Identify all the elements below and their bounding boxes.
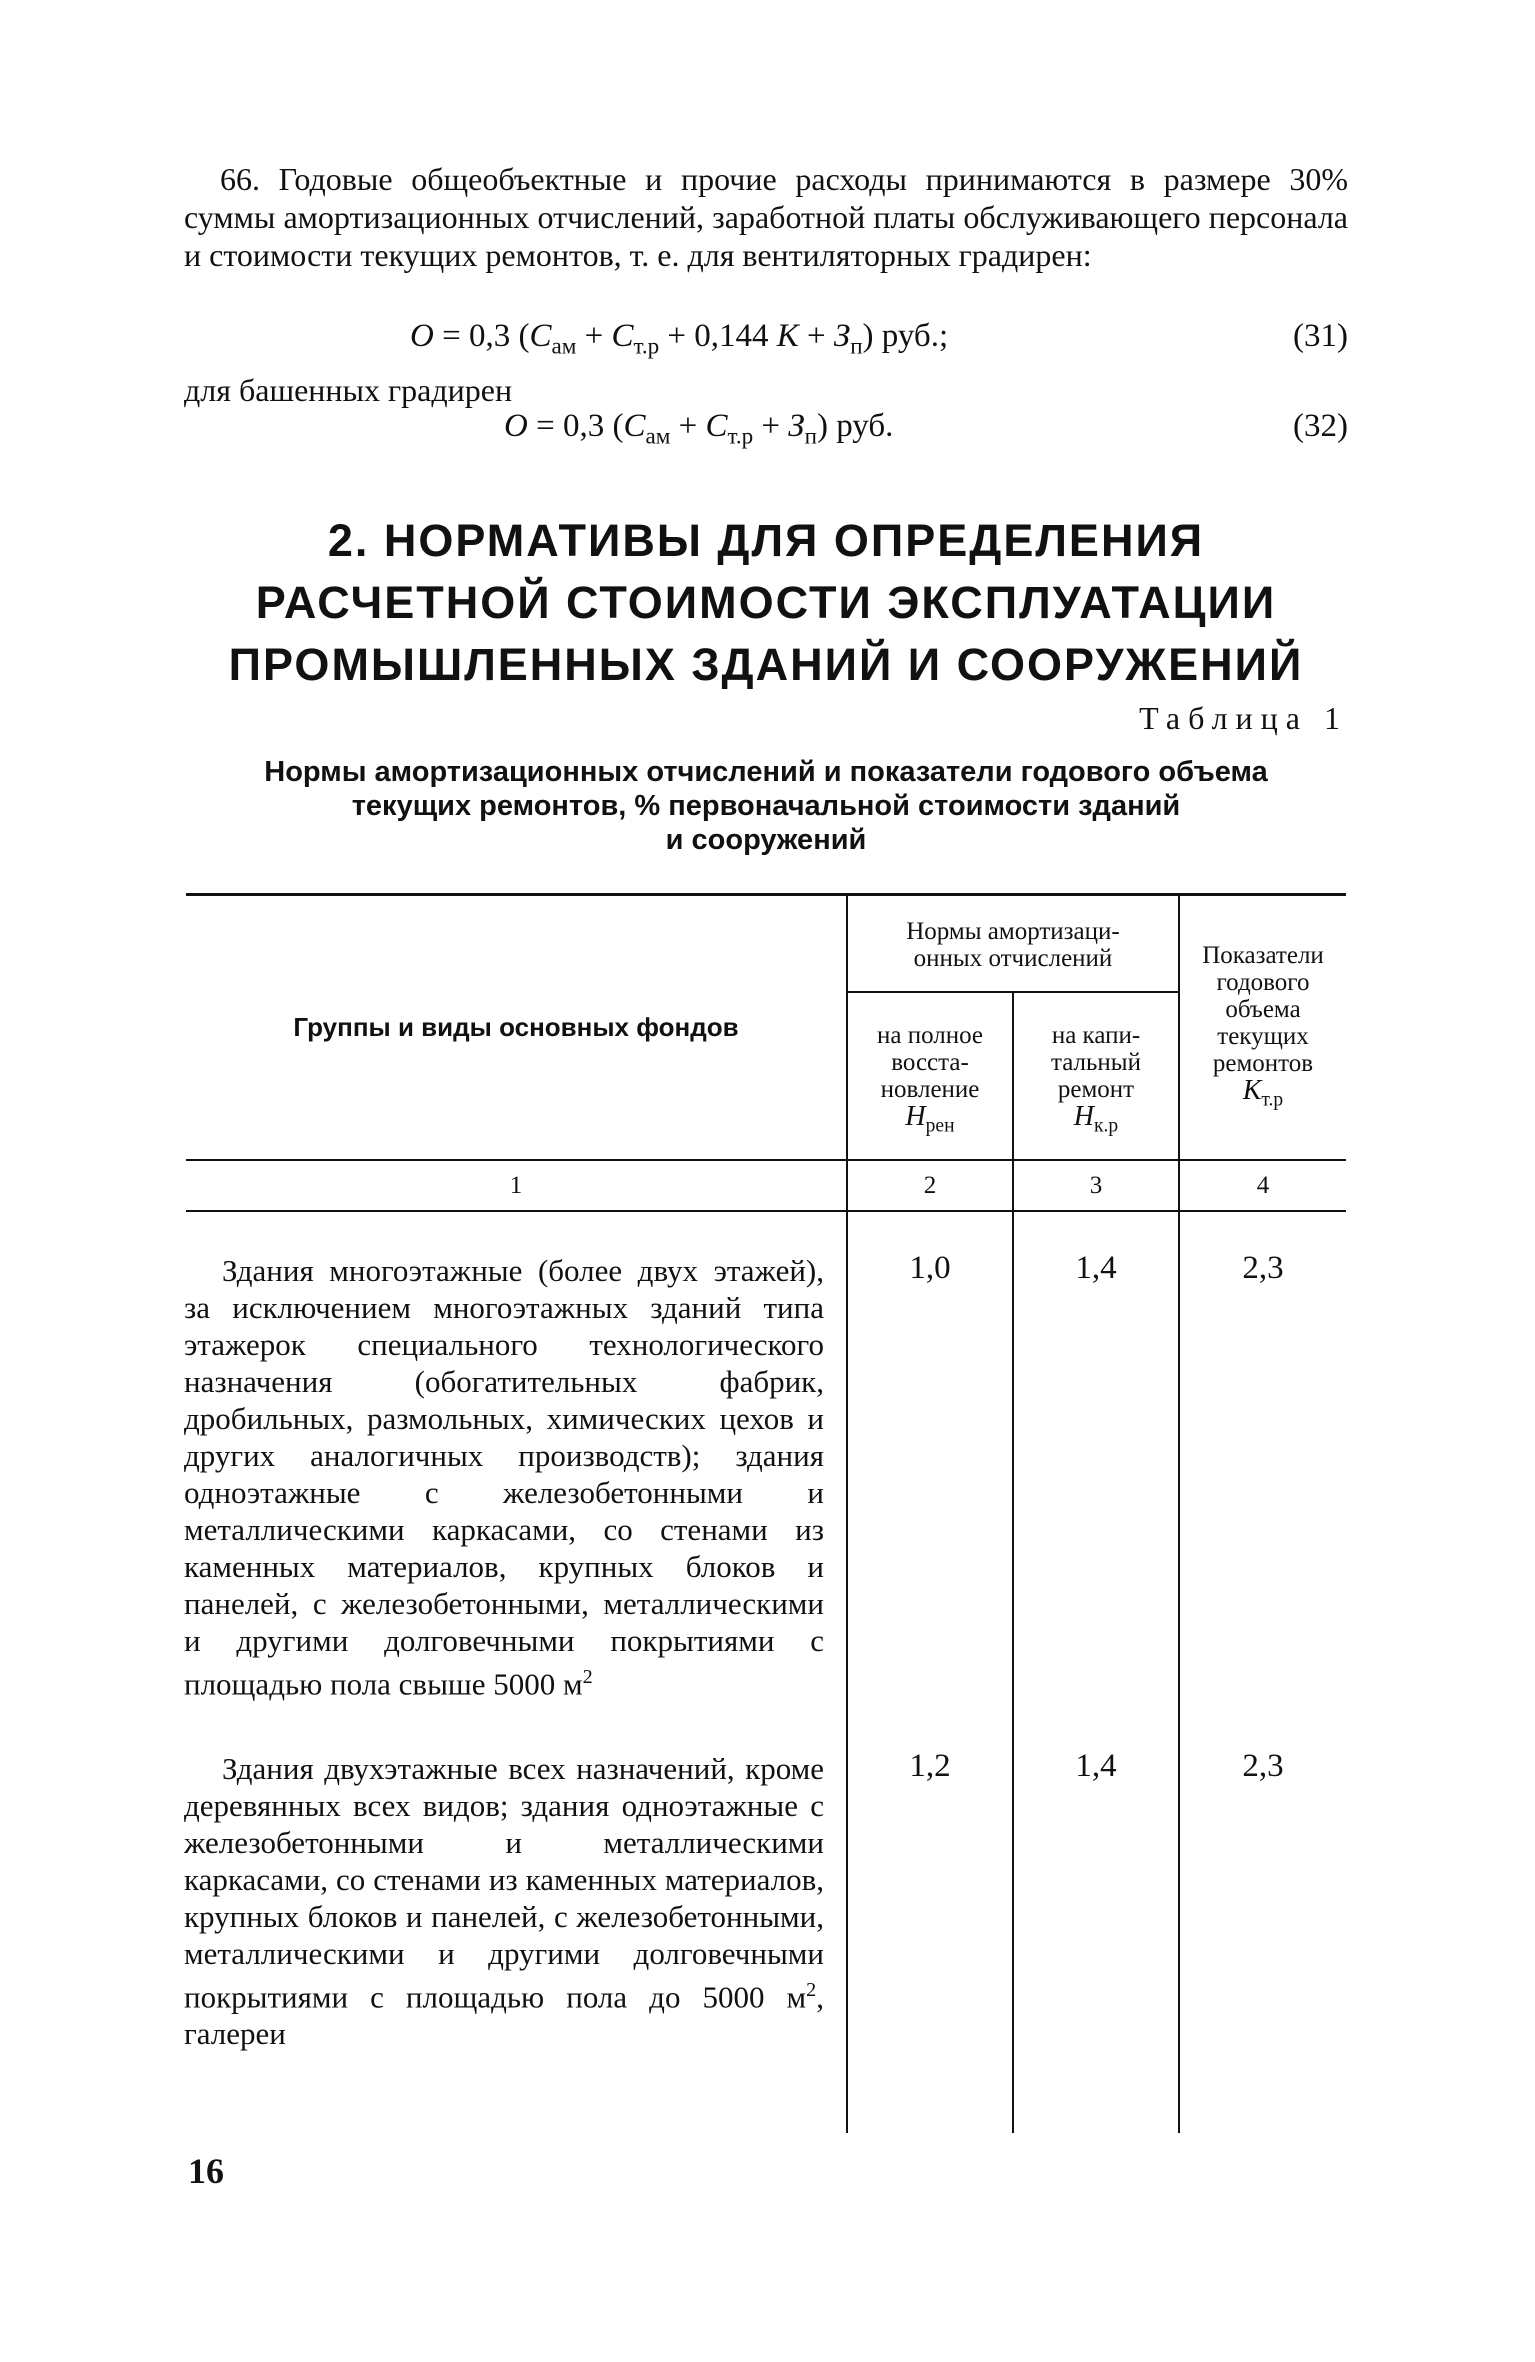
section-title-line-2: РАСЧЕТНОЙ СТОИМОСТИ ЭКСПЛУАТАЦИИ — [255, 577, 1277, 628]
page-number: 16 — [188, 2151, 224, 2191]
table-row-2-renewal: 1,2 — [909, 1748, 951, 1784]
section-title — [184, 510, 1348, 696]
equation-32-formula: О = 0,3 $(С_{ам} + С_{т.р} + З_п)$ руб. — [504, 408, 894, 449]
table-row-2-current: 2,3 — [1242, 1748, 1284, 1784]
table-row-1-text: Здания многоэтажные (более двух этажей), за исключением многоэтажных зданий типа этажерок специального технологического назначения (обогатительных фабрик, дробильных, размольных, химических цехов и других аналогичных производств); здания одноэтажные с железобетонными и металлическими каркасами, со стенами из каменных материалов, крупных блоков и панелей, с железобетонными, металлическими и другими долговечными покрытиями с площадью пола свыше 5000 $м^2$ — [184, 1253, 824, 1702]
table-row-1-renewal: 1,0 — [909, 1250, 951, 1286]
table-row-2-capital: 1,4 — [1075, 1748, 1117, 1784]
table-top-rule — [186, 893, 1346, 896]
column-divider-2 — [1012, 991, 1014, 2133]
column-numbers-rule — [186, 1210, 1346, 1212]
header-norms: Нормы амортизаци- онных отчислений — [906, 918, 1120, 972]
intro-paragraph: 66. Годовые общеобъектные и прочие расходы принимаются в размере 30% суммы амортизационных отчислений, заработной платы обслуживающего персонала и стоимости текущих ремонтов, т. е. для вентиляторных градирен: — [184, 161, 1348, 273]
table-caption-line-1: Нормы амортизационных отчислений и показатели годового объема — [264, 756, 1268, 788]
table-row-1-capital: 1,4 — [1075, 1250, 1117, 1286]
table-row-2-text: Здания двухэтажные всех назначений, кроме деревянных всех видов; здания одноэтажные с железобетонными и металлическими каркасами, со стенами из каменных материалов, крупных блоков и панелей, с железобетонными, металлическими и другими долговечными покрытиями с площадью пола до 5000 $м^2$, галереи — [184, 1751, 824, 2052]
table-label: Таблица 1 — [1139, 700, 1348, 736]
table-caption-line-2: текущих ремонтов, % первоначальной стоимости зданий — [351, 790, 1181, 822]
header-indicators: Показатели годового объема текущих ремонтов $К_{т.р}$ — [1202, 942, 1324, 1111]
section-title-line-1: 2. НОРМАТИВЫ ДЛЯ ОПРЕДЕЛЕНИЯ — [327, 515, 1205, 566]
header-bottom-rule — [186, 1159, 1346, 1161]
column-number-3: 3 — [1089, 1172, 1103, 1199]
header-renewal: на полное восста- новление $Н_{рен}$ — [876, 1022, 984, 1137]
table-caption-line-3: и сооружений — [665, 824, 867, 856]
column-number-1: 1 — [509, 1172, 523, 1199]
equation-32 — [184, 408, 1348, 452]
column-number-4: 4 — [1256, 1172, 1270, 1199]
equation-31-number: (31) — [1293, 318, 1348, 354]
table-caption — [184, 755, 1348, 857]
table-row-1-current: 2,3 — [1242, 1250, 1284, 1286]
equation-31-formula: О = 0,3 ($С_{ам} + С_{т.р} + 0,144$ $К + З_п$) руб.; — [410, 318, 949, 359]
section-title-line-3: ПРОМЫШЛЕННЫХ ЗДАНИЙ И СООРУЖЕНИЙ — [228, 639, 1304, 690]
towers-line: для башенных градирен — [184, 372, 513, 408]
column-number-2: 2 — [923, 1172, 937, 1199]
equation-32-number: (32) — [1293, 408, 1348, 444]
header-capital: на капи- тальный ремонт $Н_{к.р}$ — [1051, 1022, 1141, 1137]
equation-31 — [184, 318, 1348, 362]
header-groups: Группы и виды основных фондов — [293, 1012, 739, 1042]
